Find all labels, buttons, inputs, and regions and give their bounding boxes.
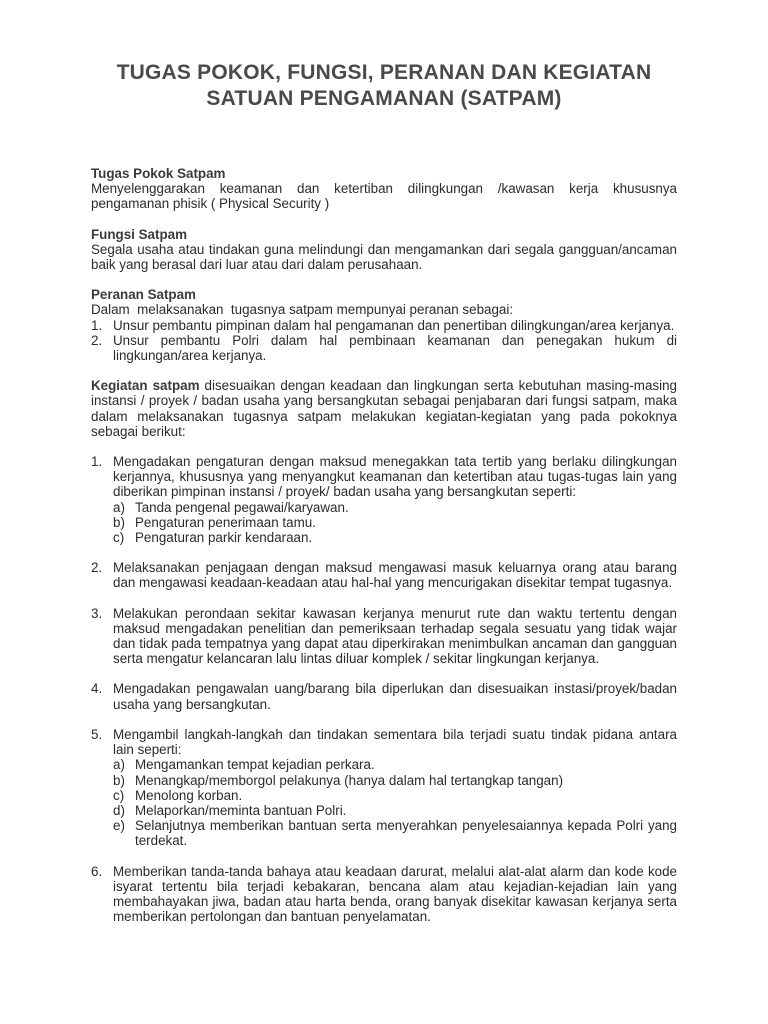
sub-item-text: Melaporkan/meminta bantuan Polri. bbox=[135, 802, 347, 818]
sub-list-item bbox=[113, 500, 677, 515]
list-item-text: Memberikan tanda-tanda bahaya atau keadaan darurat, melalui alat-alat alarm dan kode kode isyarat tertentu bila terjadi kebakaran, bencana alam atau kejadian-kejadian lain yang membahayakan jiwa, badan atau harta benda, orang banyak disekitar kawasan kerjanya serta memberikan pertolongan dan bantuan penyelamatan. bbox=[113, 863, 677, 925]
section-text: Segala usaha atau tindakan guna melindungi dan mengamankan dari segala gangguan/ancaman baik yang berasal dari luar atau dari dalam perusahaan. bbox=[91, 241, 677, 273]
kegiatan-intro-text: disesuaikan dengan keadaan dan lingkungan serta kebutuhan masing-masing instansi / proyek / badan usaha yang bersangkutan sebagai penjabaran dari fungsi satpam, maka dalam melaksanakan tugasnya satpam melakukan kegiatan-kegiatan yang pada pokoknya sebagai berikut: bbox=[91, 378, 677, 439]
sub-list-item bbox=[113, 803, 677, 818]
list-item bbox=[91, 727, 677, 849]
sub-marker: e) bbox=[113, 818, 125, 834]
page-title bbox=[60, 60, 708, 112]
sub-list-item bbox=[113, 515, 677, 530]
sub-marker: b) bbox=[113, 514, 125, 530]
list-item-text: Mengadakan pengaturan dengan maksud menegakkan tata tertib yang berlaku dilingkungan kerjannya, khususnya yang menyangkut keamanan dan ketertiban atau tugas-tugas lain yang diberikan pimpinan instansi / proyek/ badan usaha yang bersangkutan seperti: bbox=[113, 454, 677, 500]
sub-marker: c) bbox=[113, 787, 125, 803]
section-heading: Tugas Pokok Satpam bbox=[91, 166, 226, 181]
sub-marker: b) bbox=[113, 772, 125, 788]
list-item bbox=[91, 318, 677, 333]
list-item bbox=[91, 606, 677, 667]
list-item bbox=[91, 681, 677, 711]
section-peranan bbox=[91, 287, 677, 363]
list-item bbox=[91, 333, 677, 363]
list-item-text: Mengambil langkah-langkah dan tindakan sementara bila terjadi suatu tindak pidana antara lain seperti: bbox=[113, 726, 677, 758]
list-number: 2. bbox=[91, 332, 103, 348]
sub-list-item bbox=[113, 773, 677, 788]
sub-list-item bbox=[113, 818, 677, 848]
list-item-text: Unsur pembantu pimpinan dalam hal pengamanan dan penertiban dilingkungan/area kerjanya. bbox=[113, 317, 675, 333]
sub-marker: a) bbox=[113, 499, 125, 515]
sub-item-text: Mengamankan tempat kejadian perkara. bbox=[135, 757, 375, 773]
section-fungsi bbox=[91, 227, 677, 273]
section-tugas-pokok bbox=[91, 166, 677, 212]
list-number: 3. bbox=[91, 605, 103, 621]
sub-list bbox=[113, 757, 677, 848]
sub-list bbox=[113, 500, 677, 546]
sub-list-item bbox=[113, 757, 677, 772]
list-item bbox=[91, 864, 677, 925]
sub-marker: d) bbox=[113, 802, 125, 818]
list-number: 5. bbox=[91, 726, 103, 742]
sub-item-text: Pengaturan penerimaan tamu. bbox=[135, 514, 316, 530]
sub-item-text: Selanjutnya memberikan bantuan serta menyerahkan penyelesaiannya kepada Polri yang terdekat. bbox=[135, 818, 677, 849]
list-item-text: Unsur pembantu Polri dalam hal pembinaan keamanan dan penegakan hukum di lingkungan/area kerjanya. bbox=[113, 332, 677, 364]
section-text: Menyelenggarakan keamanan dan ketertiban dilingkungan /kawasan kerja khususnya pengamanan phisik ( Physical Security ) bbox=[91, 181, 677, 212]
sub-marker: a) bbox=[113, 757, 125, 773]
kegiatan-lead: Kegiatan satpam bbox=[91, 378, 200, 394]
list-item-text: Melaksanakan penjagaan dengan maksud mengawasi masuk keluarnya orang atau barang dan mengawasi keadaan-keadaan atau hal-hal yang mencurigakan disekitar tempat tugasnya. bbox=[113, 560, 677, 591]
title-line-1: TUGAS POKOK, FUNGSI, PERANAN DAN KEGIATAN bbox=[116, 61, 652, 84]
kegiatan-list bbox=[91, 454, 677, 924]
document-body bbox=[91, 166, 677, 924]
sub-item-text: Menangkap/memborgol pelakunya (hanya dalam hal tertangkap tangan) bbox=[135, 772, 564, 788]
list-item-text: Melakukan perondaan sekitar kawasan kerjanya menurut rute dan waktu tertentu dengan maksud mengadakan penelitian dan pemeriksaan terhadap segala sesuatu yang tidak wajar dan tidak pada tempatnya yang dapat atau diperkirakan menimbulkan ancaman dan gangguan serta mengatur kelancaran lalu lintas diluar komplek / sekitar lingkungan kerjanya. bbox=[113, 605, 677, 667]
list-number: 4. bbox=[91, 681, 103, 697]
peranan-list bbox=[91, 318, 677, 364]
sub-item-text: Menolong korban. bbox=[135, 787, 243, 803]
list-item bbox=[91, 560, 677, 590]
sub-item-text: Tanda pengenal pegawai/karyawan. bbox=[135, 499, 349, 515]
list-item bbox=[91, 454, 677, 545]
list-number: 1. bbox=[91, 317, 103, 333]
section-heading: Peranan Satpam bbox=[91, 287, 196, 303]
section-kegiatan bbox=[91, 378, 677, 439]
sub-item-text: Pengaturan parkir kendaraan. bbox=[135, 530, 313, 546]
section-heading: Fungsi Satpam bbox=[91, 226, 187, 242]
list-number: 1. bbox=[91, 454, 103, 470]
sub-list-item bbox=[113, 788, 677, 803]
list-item-text: Mengadakan pengawalan uang/barang bila diperlukan dan disesuaikan instasi/proyek/badan usaha yang bersangkutan. bbox=[113, 681, 677, 712]
sub-marker: c) bbox=[113, 530, 125, 546]
list-number: 6. bbox=[91, 863, 103, 879]
sub-list-item bbox=[113, 530, 677, 545]
section-intro: Dalam melaksanakan tugasnya satpam mempunyai peranan sebagai: bbox=[91, 302, 514, 318]
kegiatan-intro bbox=[91, 378, 677, 439]
list-number: 2. bbox=[91, 560, 103, 576]
title-line-2: SATUAN PENGAMANAN (SATPAM) bbox=[206, 87, 562, 110]
